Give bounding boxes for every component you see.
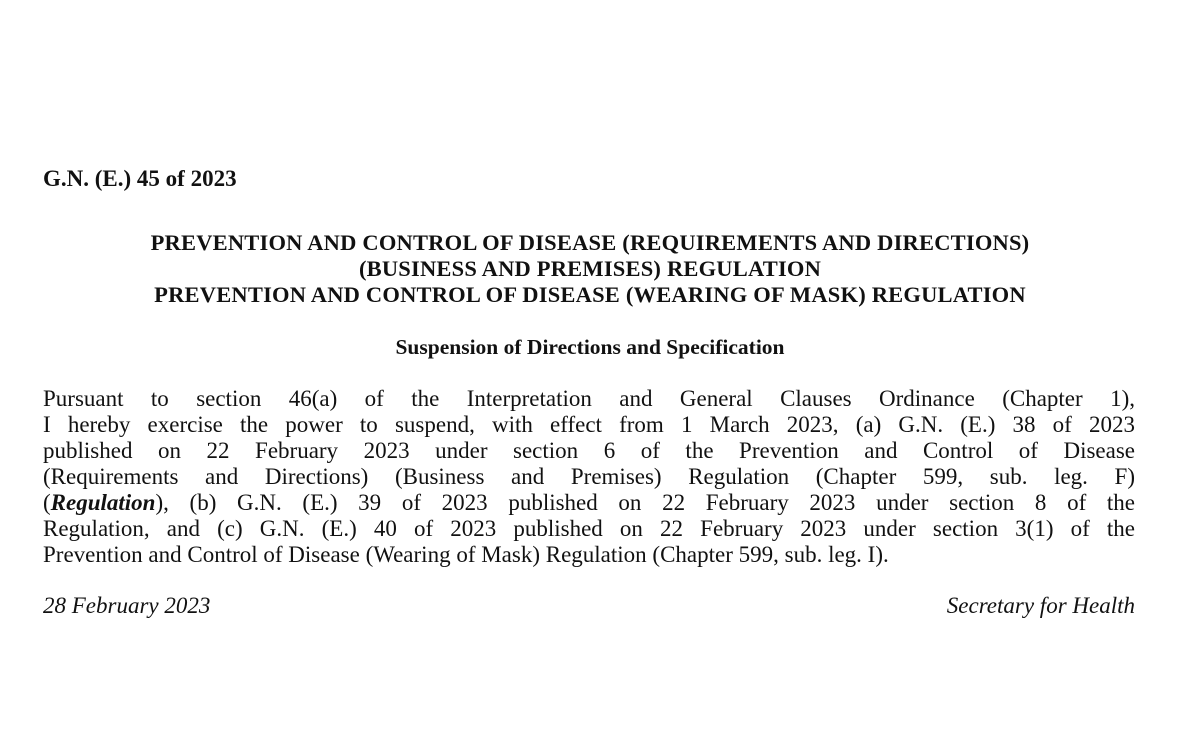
notice-date: 28 February 2023 [43,593,211,618]
regulation-titles [40,230,1140,308]
body-line-5-rest: ), (b) G.N. (E.) 39 of 2023 published on 22 February 2023 under section 8 of the [155,490,1135,515]
regulation-title-line-3: PREVENTION AND CONTROL OF DISEASE (WEARING OF MASK) REGULATION [154,282,1026,307]
body-line-5-open: ( [43,490,51,515]
regulation-title-line-1: PREVENTION AND CONTROL OF DISEASE (REQUIREMENTS AND DIRECTIONS) [150,230,1030,255]
notice-subtitle: Suspension of Directions and Specification [395,335,785,359]
body-line-7: Prevention and Control of Disease (Wearing of Mask) Regulation (Chapter 599, sub. leg. I). [43,542,889,567]
regulation-title-line-2: (BUSINESS AND PREMISES) REGULATION [358,256,822,281]
body-line-6: Regulation, and (c) G.N. (E.) 40 of 2023 published on 22 February 2023 under section 3(1) of the [43,516,1135,541]
notice-body [43,386,1135,568]
notice-number: G.N. (E.) 45 of 2023 [43,166,237,191]
body-line-1: Pursuant to section 46(a) of the Interpretation and General Clauses Ordinance (Chapter 1), [43,386,1135,411]
body-line-2: I hereby exercise the power to suspend, with effect from 1 March 2023, (a) G.N. (E.) 38 of 2023 [43,412,1135,437]
signatory: Secretary for Health [946,593,1135,618]
body-line-4: (Requirements and Directions) (Business and Premises) Regulation (Chapter 599, sub. leg. F) [43,464,1135,489]
body-line-5 [43,490,1135,516]
body-line-3: published on 22 February 2023 under section 6 of the Prevention and Control of Disease [43,438,1135,463]
defined-term-regulation: Regulation [50,490,156,515]
